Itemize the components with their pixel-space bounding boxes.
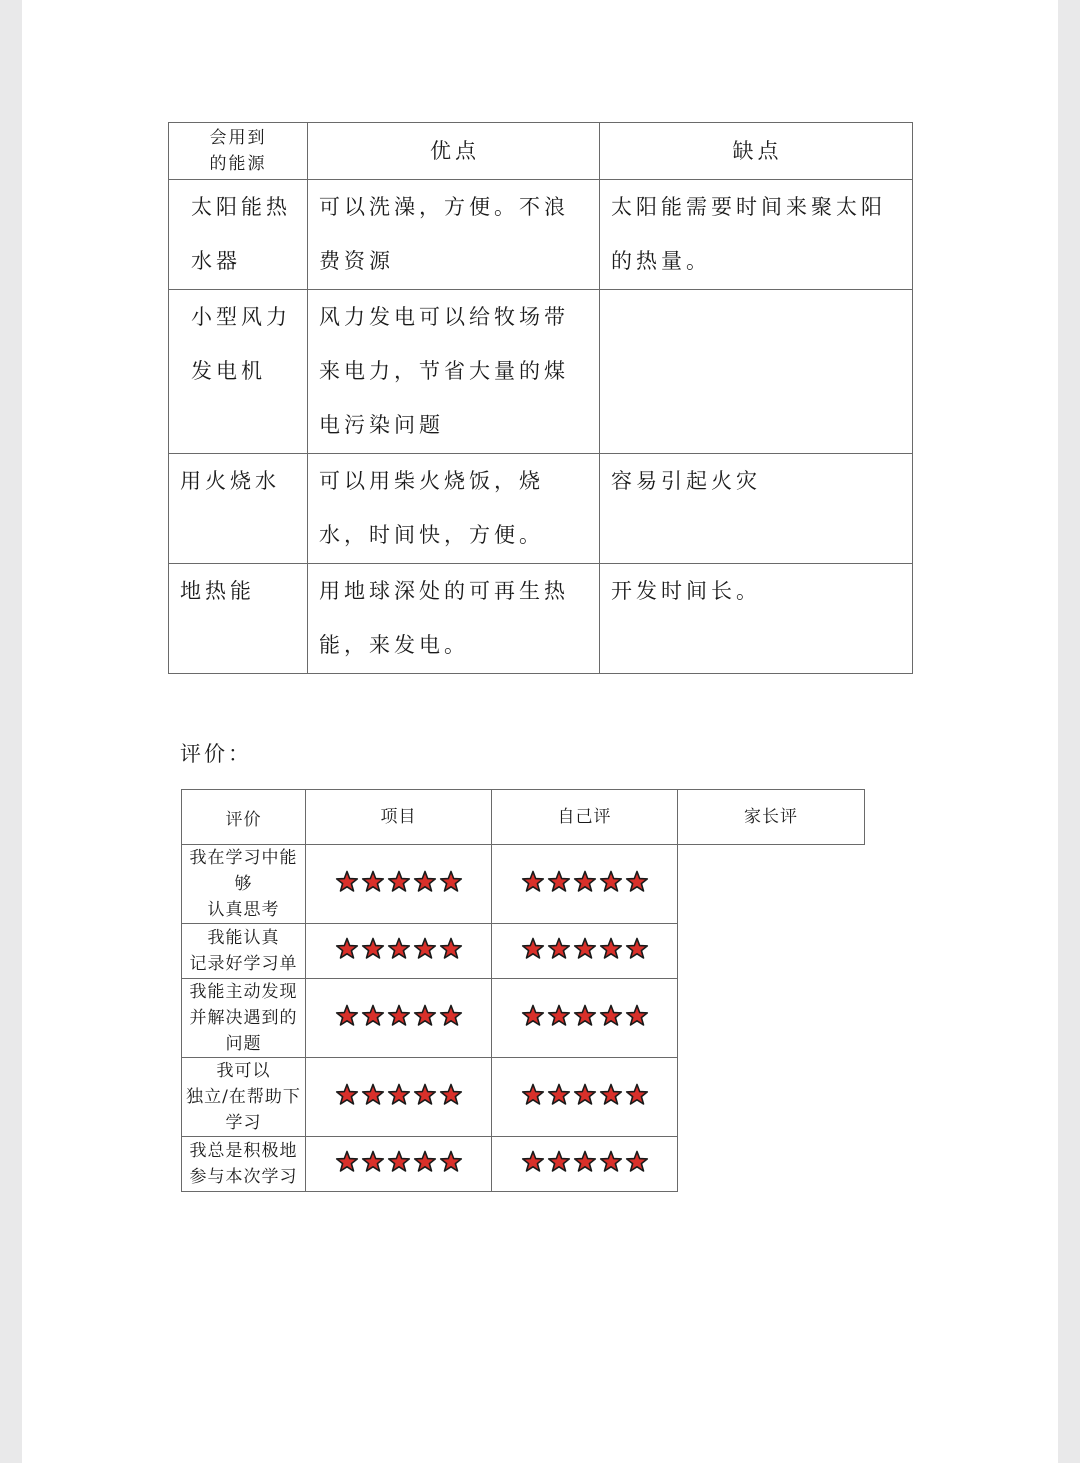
star-icon [335, 937, 359, 961]
star-icon [413, 1150, 437, 1174]
header-cons: 缺点 [600, 123, 913, 180]
table-row [182, 1058, 865, 1137]
energy-source-cell: 用火烧水 [169, 454, 308, 564]
table-row [182, 924, 865, 979]
star-icon [573, 1083, 597, 1107]
parent-rating-cell [492, 924, 678, 979]
star-icon [521, 1150, 545, 1174]
star-icon [573, 1004, 597, 1028]
star-icon [439, 1150, 463, 1174]
star-icon [521, 870, 545, 894]
star-icon [439, 1083, 463, 1107]
self-rating-cell [306, 924, 492, 979]
header-source-line2: 的能源 [209, 154, 267, 174]
cons-cell: 容易引起火灾 [600, 454, 913, 564]
star-icon [521, 1004, 545, 1028]
item-line2: 独立/在帮助下学习 [186, 1087, 301, 1133]
parent-star-rating [521, 1083, 649, 1107]
star-icon [387, 1004, 411, 1028]
star-icon [361, 1004, 385, 1028]
star-icon [413, 870, 437, 894]
self-star-rating [335, 1004, 463, 1028]
star-icon [625, 937, 649, 961]
pros-cell: 可以洗澡，方便。不浪费资源 [308, 180, 600, 290]
cons-cell [600, 290, 913, 454]
item-line2: 并解决遇到的问题 [189, 1008, 298, 1054]
item-line2: 记录好学习单 [189, 954, 298, 974]
item-line1: 我总是积极地 [189, 1141, 298, 1161]
star-icon [625, 870, 649, 894]
star-icon [439, 1004, 463, 1028]
parent-rating-cell [492, 979, 678, 1058]
self-rating-cell [306, 979, 492, 1058]
star-icon [547, 1150, 571, 1174]
energy-source-cell: 小型风力发电机 [169, 290, 308, 454]
evaluation-item-cell [182, 1058, 306, 1137]
item-line1: 我能主动发现 [189, 982, 298, 1002]
table-row [182, 1137, 865, 1192]
star-icon [599, 1083, 623, 1107]
parent-star-rating [521, 870, 649, 894]
parent-star-rating [521, 937, 649, 961]
star-icon [625, 1004, 649, 1028]
table-row [169, 454, 913, 564]
star-icon [547, 937, 571, 961]
table-header-row [169, 123, 913, 180]
star-icon [361, 870, 385, 894]
self-star-rating [335, 1083, 463, 1107]
energy-source-cell: 太阳能热水器 [169, 180, 308, 290]
header-source-line1: 会用到 [209, 128, 267, 148]
table-row [169, 290, 913, 454]
star-icon [573, 1150, 597, 1174]
energy-comparison-table [168, 122, 913, 674]
pros-cell: 风力发电可以给牧场带来电力，节省大量的煤电污染问题 [308, 290, 600, 454]
parent-rating-cell [492, 1058, 678, 1137]
star-icon [361, 937, 385, 961]
star-icon [335, 1004, 359, 1028]
table-row [182, 845, 865, 924]
self-rating-cell [306, 1058, 492, 1137]
evaluation-header-row [182, 790, 865, 845]
star-icon [387, 937, 411, 961]
header-parent-rating: 家长评 [678, 790, 865, 845]
star-icon [599, 1150, 623, 1174]
parent-rating-cell [492, 845, 678, 924]
star-icon [387, 870, 411, 894]
evaluation-heading: 评价： [180, 742, 252, 766]
cons-cell: 开发时间长。 [600, 564, 913, 674]
evaluation-table [181, 789, 865, 1192]
parent-star-rating [521, 1150, 649, 1174]
parent-star-rating [521, 1004, 649, 1028]
item-line1: 我在学习中能够 [189, 848, 298, 894]
star-icon [387, 1150, 411, 1174]
star-icon [599, 937, 623, 961]
table-row [182, 979, 865, 1058]
evaluation-item-cell [182, 924, 306, 979]
star-icon [625, 1150, 649, 1174]
pros-cell: 用地球深处的可再生热能，来发电。 [308, 564, 600, 674]
star-icon [387, 1083, 411, 1107]
self-rating-cell [306, 845, 492, 924]
item-line2: 参与本次学习 [189, 1167, 298, 1187]
header-item: 项目 [306, 790, 492, 845]
item-line2: 认真思考 [207, 900, 280, 920]
star-icon [361, 1083, 385, 1107]
star-icon [547, 1004, 571, 1028]
evaluation-side-label: 评价 [182, 790, 306, 845]
star-icon [413, 1004, 437, 1028]
star-icon [573, 870, 597, 894]
header-energy-source [169, 123, 308, 180]
parent-rating-cell [492, 1137, 678, 1192]
star-icon [521, 1083, 545, 1107]
star-icon [599, 1004, 623, 1028]
table-row [169, 564, 913, 674]
self-star-rating [335, 870, 463, 894]
star-icon [599, 870, 623, 894]
header-pros: 优点 [308, 123, 600, 180]
cons-cell: 太阳能需要时间来聚太阳的热量。 [600, 180, 913, 290]
star-icon [439, 937, 463, 961]
star-icon [413, 1083, 437, 1107]
self-star-rating [335, 1150, 463, 1174]
star-icon [335, 1083, 359, 1107]
evaluation-item-cell [182, 979, 306, 1058]
energy-source-cell: 地热能 [169, 564, 308, 674]
item-line1: 我可以 [216, 1061, 271, 1081]
star-icon [361, 1150, 385, 1174]
star-icon [335, 870, 359, 894]
star-icon [521, 937, 545, 961]
star-icon [335, 1150, 359, 1174]
table-row [169, 180, 913, 290]
self-rating-cell [306, 1137, 492, 1192]
star-icon [625, 1083, 649, 1107]
evaluation-item-cell [182, 1137, 306, 1192]
self-star-rating [335, 937, 463, 961]
header-self-rating: 自己评 [492, 790, 678, 845]
evaluation-item-cell [182, 845, 306, 924]
pros-cell: 可以用柴火烧饭，烧水，时间快，方便。 [308, 454, 600, 564]
star-icon [439, 870, 463, 894]
star-icon [547, 870, 571, 894]
star-icon [573, 937, 597, 961]
star-icon [413, 937, 437, 961]
star-icon [547, 1083, 571, 1107]
item-line1: 我能认真 [207, 928, 280, 948]
